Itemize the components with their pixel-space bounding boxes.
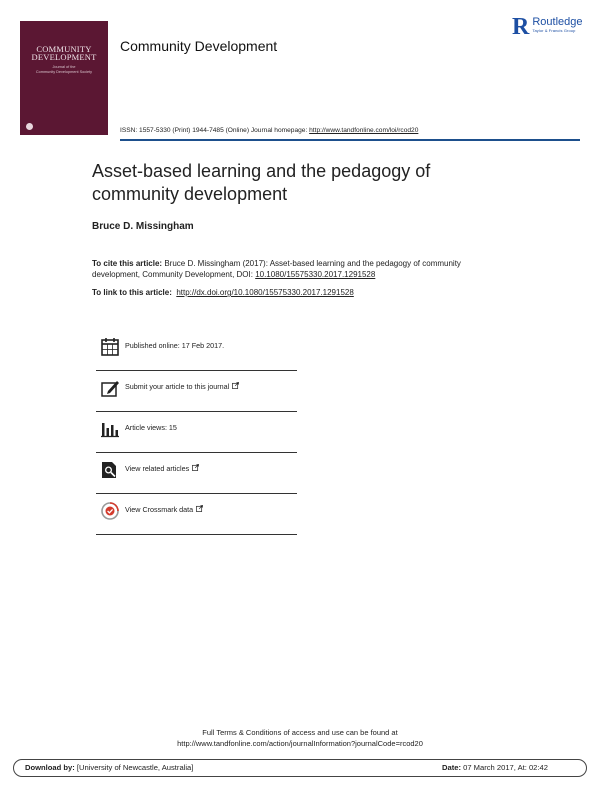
cover-title-line2: DEVELOPMENT — [31, 52, 97, 62]
downloaded-by — [25, 763, 193, 772]
external-link-icon — [232, 382, 239, 389]
edit-icon — [99, 377, 121, 399]
citation-label: To cite this article: — [92, 259, 163, 268]
publisher-name: Routledge — [532, 16, 583, 28]
crossmark-text: View Crossmark data — [125, 505, 194, 514]
article-link — [92, 288, 354, 297]
routledge-r-icon: R — [512, 14, 530, 40]
terms-notice — [0, 727, 600, 749]
download-date — [442, 763, 548, 772]
related-articles-link[interactable] — [125, 464, 199, 473]
bar-chart-icon — [99, 418, 121, 440]
published-online-item — [96, 330, 297, 371]
cover-subtitle-line2: Community Development Society — [35, 69, 93, 74]
citation-text: Bruce D. Missingham (2017): Asset-based learning and the pedagogy of community development, Community Development, DOI: — [92, 259, 461, 279]
submit-article-item[interactable] — [96, 371, 297, 412]
download-date-value: 07 March 2017, At: 02:42 — [461, 763, 548, 772]
crossmark-icon — [99, 500, 121, 522]
downloaded-by-label: Download by: — [25, 763, 75, 772]
journal-cover — [20, 21, 108, 135]
calendar-icon — [99, 336, 121, 358]
download-info-bar — [13, 759, 587, 777]
external-link-icon — [196, 505, 203, 512]
article-author: Bruce D. Missingham — [92, 221, 194, 232]
journal-homepage-link[interactable]: http://www.tandfonline.com/loi/rcod20 — [309, 127, 419, 134]
submit-article-link[interactable] — [125, 382, 239, 391]
downloaded-by-value: [University of Newcastle, Australia] — [74, 763, 194, 772]
cover-title-line1: COMMUNITY — [36, 44, 92, 54]
article-info-list — [96, 330, 297, 535]
related-articles-text: View related articles — [125, 464, 190, 473]
cover-subtitle — [20, 65, 108, 74]
issn-text: ISSN: 1557-5330 (Print) 1944-7485 (Online) Journal homepage: — [120, 127, 310, 134]
crossmark-link[interactable] — [125, 505, 203, 514]
article-views-item — [96, 412, 297, 453]
citation-doi-link[interactable]: 10.1080/15575330.2017.1291528 — [255, 270, 376, 279]
header-divider — [120, 139, 580, 141]
external-link-icon — [192, 464, 199, 471]
publisher-subtitle: Taylor & Francis Group — [532, 28, 576, 33]
related-articles-item[interactable] — [96, 453, 297, 494]
cover-publisher-logo — [26, 123, 33, 130]
journal-title: Community Development — [120, 38, 278, 54]
download-date-label: Date: — [442, 763, 461, 772]
article-url-link[interactable]: http://dx.doi.org/10.1080/15575330.2017.1291528 — [176, 288, 354, 297]
issn-line — [120, 127, 418, 134]
submit-article-text: Submit your article to this journal — [125, 382, 230, 391]
cover-subtitle-line1: Journal of the — [52, 65, 76, 69]
article-views-text: Article views: 15 — [125, 423, 177, 432]
terms-url-link[interactable]: http://www.tandfonline.com/action/journalInformation?journalCode=rcod20 — [177, 739, 423, 748]
terms-line: Full Terms & Conditions of access and use can be found at — [202, 728, 398, 737]
link-label: To link to this article: — [92, 288, 172, 297]
search-document-icon — [99, 459, 121, 481]
crossmark-item[interactable] — [96, 494, 297, 535]
published-online-text: Published online: 17 Feb 2017. — [125, 341, 225, 350]
citation — [92, 258, 502, 280]
publisher-logo — [512, 16, 583, 38]
article-title: Asset-based learning and the pedagogy of community development — [92, 161, 431, 204]
